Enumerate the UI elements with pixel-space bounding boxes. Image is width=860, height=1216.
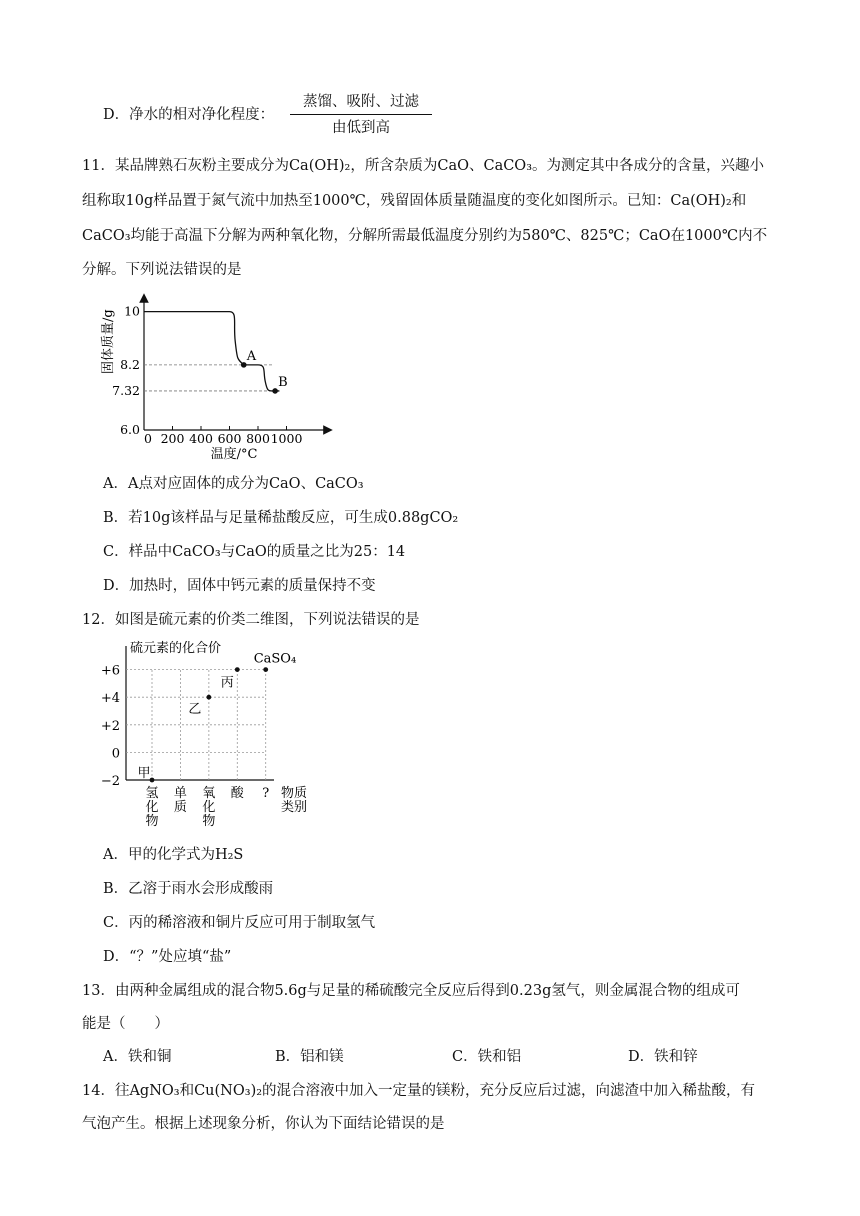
point-label-b: B: [278, 374, 288, 390]
q10-option-d-label: D．净水的相对净化程度：: [103, 107, 275, 123]
q11-option-d: D．加热时，固体中钙元素的质量保持不变: [103, 578, 376, 594]
q11-stem-line-2: 组称取10g样品置于氮气流中加热至1000℃，残留固体质量随温度的变化如图所示。已知：Ca(OH)₂和: [82, 193, 747, 209]
x-category-char: 单: [173, 786, 187, 801]
y-tick-label: 7.32: [112, 382, 140, 398]
y-tick-label: 6.0: [120, 422, 140, 437]
q13-option-c: C．铁和铝: [452, 1049, 522, 1065]
fraction-numerator: 蒸馏、吸附、过滤: [303, 94, 419, 110]
point-4: [263, 667, 268, 672]
q14-stem-line-2: 气泡产生。根据上述现象分析，你认为下面结论错误的是: [82, 1116, 445, 1132]
q14-stem-line-1: 14．往AgNO₃和Cu(NO₃)₂的混合溶液中加入一定量的镁粉，充分反应后过滤，向滤渣中加入稀盐酸，有: [82, 1083, 756, 1099]
q11-mass-temperature-chart: [96, 286, 346, 462]
q12-option-c: C．丙的稀溶液和铜片反应可用于制取氢气: [103, 915, 376, 931]
x-category-char: 化: [145, 800, 159, 815]
y-tick-label: −2: [100, 774, 120, 789]
point-b: [272, 388, 278, 394]
q12-option-b: B．乙溶于雨水会形成酸雨: [103, 881, 274, 897]
x-category-char: 酸: [230, 786, 244, 801]
x-category-char: 物: [202, 814, 216, 829]
x-category-char: ?: [262, 786, 270, 801]
x-tick-label: 1000: [270, 431, 303, 446]
q13-stem-line-1: 13．由两种金属组成的混合物5.6g与足量的稀硫酸完全反应后得到0.23g氢气，则金属混合物的组成可: [82, 983, 740, 999]
y-axis-label: 固体质量/g: [101, 309, 116, 374]
y-axis-title: 硫元素的化合价: [130, 641, 222, 656]
x-category-char: 氢: [145, 786, 159, 801]
x-category-char: 物: [145, 814, 159, 829]
point-label-a: A: [246, 348, 257, 364]
q11-stem-line-1: 11．某品牌熟石灰粉主要成分为Ca(OH)₂，所含杂质为CaO、CaCO₃。为测定其中各成分的含量，兴趣小: [82, 158, 765, 174]
q13-option-d: D．铁和锌: [628, 1049, 698, 1065]
q13-option-a: A．铁和铜: [103, 1049, 172, 1065]
q12-option-a: A．甲的化学式为H₂S: [103, 847, 244, 863]
q11-stem-line-3: CaCO₃均能于高温下分解为两种氧化物，分解所需最低温度分别约为580℃、825℃；CaO在1000℃内不: [82, 228, 768, 244]
q11-stem-line-4: 分解。下列说法错误的是: [82, 262, 242, 278]
fraction-denominator: 由低到高: [332, 120, 390, 136]
x-tick-label: 600: [217, 431, 242, 446]
y-tick-label: +2: [100, 718, 120, 734]
point-3: [235, 667, 240, 672]
point-a: [241, 362, 247, 368]
x-tick-label: 400: [189, 431, 213, 446]
y-tick-label: +6: [100, 663, 120, 679]
x-category-char: 化: [202, 800, 216, 815]
q13-stem-line-2: 能是（ ）: [82, 1016, 169, 1032]
q13-option-b: B．铝和镁: [275, 1049, 344, 1065]
y-tick-label: 8.2: [120, 356, 140, 372]
point-label: CaSO₄: [253, 651, 297, 667]
mass-curve: [144, 312, 279, 391]
y-tick-label: 0: [111, 746, 120, 762]
q12-option-d: D．“？”处应填“盐”: [103, 949, 232, 965]
x-axis-label: 温度/°C: [210, 447, 258, 462]
fraction-bar: [290, 114, 432, 115]
point-label: 甲: [137, 766, 151, 781]
q12-valence-class-chart: [96, 634, 346, 834]
x-category-char: 质: [173, 800, 187, 815]
q10-option-d-fraction: [290, 92, 432, 138]
x-category-char: 氧: [202, 786, 216, 801]
x-tick-label: 0: [144, 431, 152, 446]
q11-option-b: B．若10g该样品与足量稀盐酸反应，可生成0.88gCO₂: [103, 510, 459, 526]
q11-option-a: A．A点对应固体的成分为CaO、CaCO₃: [103, 476, 364, 492]
q11-option-c: C．样品中CaCO₃与CaO的质量之比为25：14: [103, 544, 406, 560]
point-label: 乙: [188, 702, 202, 718]
point-2: [206, 695, 211, 700]
x-tick-label: 800: [246, 431, 270, 446]
point-label: 丙: [220, 675, 234, 691]
q12-stem: 12．如图是硫元素的价类二维图，下列说法错误的是: [82, 612, 420, 628]
y-tick-label: 10: [124, 303, 140, 319]
y-tick-label: +4: [100, 691, 120, 707]
x-axis-title-line2: 类别: [280, 800, 308, 815]
x-tick-label: 200: [160, 431, 185, 446]
x-axis-title-line1: 物质: [280, 786, 308, 801]
